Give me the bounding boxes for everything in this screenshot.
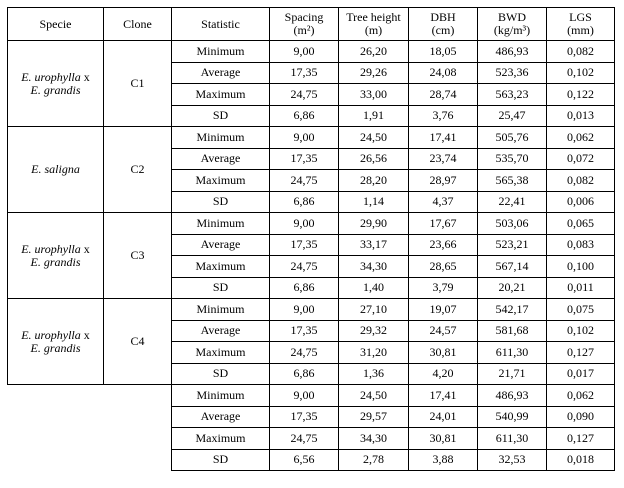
cell-height: 28,20 (339, 170, 409, 192)
cell-dbh: 3,79 (409, 277, 478, 299)
cell-spacing: 6,86 (270, 105, 339, 127)
specie-name-a: E. urophylla (21, 69, 81, 84)
cell-spacing: 17,35 (270, 234, 339, 256)
cell-spacing: 24,75 (270, 170, 339, 192)
specie-cross: x (80, 327, 90, 342)
cell-clone: C3 (104, 213, 172, 299)
cell-statistic: SD (172, 105, 270, 127)
cell-bwd: 25,47 (478, 105, 547, 127)
cell-statistic: SD (172, 449, 270, 471)
cell-lgs: 0,013 (547, 105, 615, 127)
header-tree-height (339, 8, 409, 41)
cell-dbh: 28,97 (409, 170, 478, 192)
header-specie: Specie (8, 8, 104, 41)
cell-lgs: 0,065 (547, 213, 615, 235)
cell-bwd: 523,36 (478, 62, 547, 84)
cell-dbh: 3,88 (409, 449, 478, 471)
cell-bwd: 581,68 (478, 320, 547, 342)
cell-bwd: 22,41 (478, 191, 547, 213)
cell-bwd: 565,38 (478, 170, 547, 192)
cell-clone: C2 (104, 127, 172, 213)
cell-spacing: 24,75 (270, 428, 339, 450)
cell-dbh: 19,07 (409, 299, 478, 321)
cell-dbh: 28,65 (409, 256, 478, 278)
cell-spacing: 6,86 (270, 363, 339, 385)
cell-dbh: 30,81 (409, 342, 478, 364)
cell-statistic: Average (172, 234, 270, 256)
statistics-table (7, 7, 615, 471)
cell-bwd: 21,71 (478, 363, 547, 385)
cell-bwd: 20,21 (478, 277, 547, 299)
cell-bwd: 32,53 (478, 449, 547, 471)
cell-height: 33,00 (339, 84, 409, 106)
header-tree-height-label: Tree height (346, 10, 401, 24)
blank-cell (8, 385, 172, 471)
cell-dbh: 3,76 (409, 105, 478, 127)
cell-bwd: 503,06 (478, 213, 547, 235)
cell-height: 24,50 (339, 385, 409, 407)
cell-specie (8, 299, 104, 385)
cell-height: 29,90 (339, 213, 409, 235)
header-lgs-unit: (mm) (567, 23, 594, 37)
cell-height: 34,30 (339, 428, 409, 450)
cell-height: 1,40 (339, 277, 409, 299)
table-body (8, 41, 615, 471)
cell-height: 1,36 (339, 363, 409, 385)
cell-dbh: 23,74 (409, 148, 478, 170)
cell-lgs: 0,100 (547, 256, 615, 278)
cell-dbh: 24,57 (409, 320, 478, 342)
header-dbh-label: DBH (430, 10, 456, 24)
specie-cross: x (80, 69, 90, 84)
cell-spacing: 9,00 (270, 41, 339, 63)
cell-lgs: 0,018 (547, 449, 615, 471)
header-bwd-unit: (kg/m³) (493, 23, 531, 37)
cell-statistic: Average (172, 320, 270, 342)
cell-lgs: 0,122 (547, 84, 615, 106)
specie-cross: x (80, 241, 90, 256)
cell-lgs: 0,011 (547, 277, 615, 299)
cell-dbh: 17,41 (409, 385, 478, 407)
cell-spacing: 24,75 (270, 84, 339, 106)
cell-spacing: 17,35 (270, 148, 339, 170)
cell-dbh: 17,41 (409, 127, 478, 149)
cell-lgs: 0,102 (547, 320, 615, 342)
cell-lgs: 0,127 (547, 428, 615, 450)
cell-statistic: Maximum (172, 342, 270, 364)
table-row (8, 299, 615, 321)
specie-name-b: E. grandis (30, 254, 81, 269)
cell-bwd: 486,93 (478, 41, 547, 63)
header-spacing-unit: (m²) (293, 23, 315, 37)
cell-spacing: 9,00 (270, 127, 339, 149)
cell-height: 29,57 (339, 406, 409, 428)
specie-name-a: E. urophylla (21, 327, 81, 342)
cell-bwd: 535,70 (478, 148, 547, 170)
table-row (8, 127, 615, 149)
cell-height: 27,10 (339, 299, 409, 321)
specie-name-a: E. saligna (31, 162, 80, 176)
cell-lgs: 0,090 (547, 406, 615, 428)
cell-height: 31,20 (339, 342, 409, 364)
cell-statistic: Minimum (172, 127, 270, 149)
cell-dbh: 23,66 (409, 234, 478, 256)
cell-spacing: 9,00 (270, 213, 339, 235)
cell-statistic: SD (172, 363, 270, 385)
header-clone: Clone (104, 8, 172, 41)
cell-dbh: 18,05 (409, 41, 478, 63)
cell-specie (8, 213, 104, 299)
cell-bwd: 567,14 (478, 256, 547, 278)
cell-height: 26,20 (339, 41, 409, 63)
cell-bwd: 486,93 (478, 385, 547, 407)
cell-height: 29,32 (339, 320, 409, 342)
header-bwd-label: BWD (498, 10, 526, 24)
cell-statistic: Minimum (172, 41, 270, 63)
cell-dbh: 24,08 (409, 62, 478, 84)
cell-dbh: 30,81 (409, 428, 478, 450)
header-bwd (478, 8, 547, 41)
cell-statistic: Maximum (172, 84, 270, 106)
cell-lgs: 0,082 (547, 41, 615, 63)
header-lgs-label: LGS (569, 10, 592, 24)
cell-spacing: 6,86 (270, 277, 339, 299)
cell-height: 34,30 (339, 256, 409, 278)
cell-bwd: 611,30 (478, 428, 547, 450)
cell-height: 24,50 (339, 127, 409, 149)
cell-spacing: 6,56 (270, 449, 339, 471)
cell-lgs: 0,082 (547, 170, 615, 192)
cell-height: 29,26 (339, 62, 409, 84)
cell-spacing: 17,35 (270, 406, 339, 428)
cell-spacing: 6,86 (270, 191, 339, 213)
table-row (8, 213, 615, 235)
header-row (8, 8, 615, 41)
cell-lgs: 0,072 (547, 148, 615, 170)
header-dbh-unit: (cm) (431, 23, 455, 37)
cell-bwd: 542,17 (478, 299, 547, 321)
cell-bwd: 540,99 (478, 406, 547, 428)
cell-statistic: SD (172, 277, 270, 299)
cell-bwd: 523,21 (478, 234, 547, 256)
cell-bwd: 505,76 (478, 127, 547, 149)
cell-lgs: 0,017 (547, 363, 615, 385)
cell-height: 2,78 (339, 449, 409, 471)
cell-statistic: Average (172, 148, 270, 170)
cell-statistic: Maximum (172, 428, 270, 450)
specie-name-a: E. urophylla (21, 241, 81, 256)
table-row-overall (8, 385, 615, 407)
cell-statistic: SD (172, 191, 270, 213)
header-spacing-label: Spacing (284, 10, 324, 24)
cell-statistic: Average (172, 406, 270, 428)
table-row (8, 41, 615, 63)
cell-specie (8, 127, 104, 213)
cell-spacing: 24,75 (270, 256, 339, 278)
header-spacing (270, 8, 339, 41)
cell-clone: C1 (104, 41, 172, 127)
cell-height: 1,14 (339, 191, 409, 213)
cell-lgs: 0,102 (547, 62, 615, 84)
cell-clone: C4 (104, 299, 172, 385)
cell-dbh: 4,20 (409, 363, 478, 385)
specie-name-b: E. grandis (30, 340, 81, 355)
header-lgs (547, 8, 615, 41)
cell-height: 26,56 (339, 148, 409, 170)
cell-spacing: 9,00 (270, 385, 339, 407)
cell-lgs: 0,075 (547, 299, 615, 321)
cell-height: 33,17 (339, 234, 409, 256)
cell-specie (8, 41, 104, 127)
header-dbh (409, 8, 478, 41)
cell-dbh: 24,01 (409, 406, 478, 428)
cell-lgs: 0,006 (547, 191, 615, 213)
cell-lgs: 0,127 (547, 342, 615, 364)
cell-bwd: 611,30 (478, 342, 547, 364)
cell-statistic: Average (172, 62, 270, 84)
cell-spacing: 17,35 (270, 62, 339, 84)
cell-dbh: 28,74 (409, 84, 478, 106)
cell-spacing: 9,00 (270, 299, 339, 321)
cell-lgs: 0,062 (547, 385, 615, 407)
header-statistic: Statistic (172, 8, 270, 41)
cell-statistic: Minimum (172, 213, 270, 235)
cell-dbh: 4,37 (409, 191, 478, 213)
header-tree-height-unit: (m) (364, 23, 383, 37)
cell-spacing: 24,75 (270, 342, 339, 364)
cell-bwd: 563,23 (478, 84, 547, 106)
cell-height: 1,91 (339, 105, 409, 127)
cell-statistic: Minimum (172, 385, 270, 407)
cell-statistic: Maximum (172, 256, 270, 278)
cell-statistic: Minimum (172, 299, 270, 321)
cell-dbh: 17,67 (409, 213, 478, 235)
cell-lgs: 0,083 (547, 234, 615, 256)
cell-statistic: Maximum (172, 170, 270, 192)
cell-lgs: 0,062 (547, 127, 615, 149)
cell-spacing: 17,35 (270, 320, 339, 342)
specie-name-b: E. grandis (30, 82, 81, 97)
